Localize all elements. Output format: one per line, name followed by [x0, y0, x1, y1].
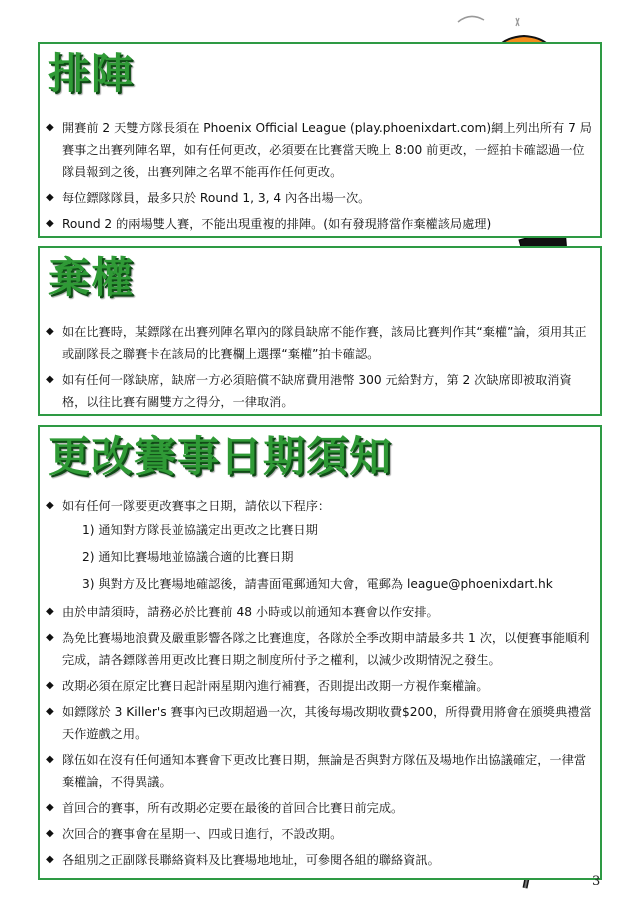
section-title: 棄權 [48, 253, 135, 302]
list-item: ◆ 如在比賽時，某鏢隊在出賽列陣名單內的隊員缺席不能作賽，該局比賽判作其“棄權”論，須用其正或副隊長之聯賽卡在該局的比賽欄上選擇“棄權”拍卡確認。 [46, 321, 592, 365]
section-title: 更改賽事日期須知 [48, 432, 393, 481]
rules-list [46, 117, 592, 239]
list-item: ◆ 隊伍如在沒有任何通知本賽會下更改比賽日期，無論是否與對方隊伍及場地作出協議確定，一律當棄權論，不得異議。 [46, 749, 592, 793]
lineup-section [38, 42, 602, 238]
list-item: ◆ 為免比賽場地浪費及嚴重影響各隊之比賽進度，各隊於全季改期申請最多共 1 次，以便賽事能順利完成，請各鏢隊善用更改比賽日期之制度所付予之權利，以減少改期情況之發生。 [46, 627, 592, 671]
forfeit-section [38, 246, 602, 416]
list-item: ◆ Round 2 的兩場雙人賽，不能出現重複的排陣。(如有發現將當作棄權該局處理) [46, 213, 592, 235]
rules-list [46, 321, 592, 417]
rules-list [46, 495, 592, 875]
list-item: ◆ 次回合的賽事會在星期一、四或日進行，不設改期。 [46, 823, 592, 845]
list-item: ◆ 開賽前 2 天雙方隊長須在 Phoenix Official League (play.phoenixdart.com)網上列出所有 7 局賽事之出賽列陣名單，如有任何更改，必須要在比賽當天晚上 8:00 前更改，一經拍卡確認過一位隊員報到之後，出賽列陣之名單不能再作任何更改。 [46, 117, 592, 183]
list-item: ◆ 改期必須在原定比賽日起計兩星期內進行補賽，否則提出改期一方視作棄權論。 [46, 675, 592, 697]
procedure-intro: 如有任何一隊要更改賽事之日期，請依以下程序： [62, 499, 331, 513]
list-item [46, 495, 592, 595]
list-item: ◆ 每位鏢隊隊員，最多只於 Round 1, 3, 4 內各出場一次。 [46, 187, 592, 209]
list-item: ◆ 首回合的賽事，所有改期必定要在最後的首回合比賽日前完成。 [46, 797, 592, 819]
procedure-steps [62, 519, 592, 595]
list-item: ◆ 如鏢隊於 3 Killer's 賽事內已改期超過一次，其後每場改期收費$200，所得費用將會在頒獎典禮當天作遊戲之用。 [46, 701, 592, 745]
procedure-step: 1) 通知對方隊長並協議定出更改之比賽日期 [82, 523, 318, 537]
reschedule-section [38, 425, 602, 880]
list-item: ◆ 各組別之正副隊長聯絡資料及比賽場地地址，可參閱各組的聯絡資訊。 [46, 849, 592, 871]
list-item: ◆ 如有任何一隊缺席，缺席一方必須賠償不缺席費用港幣 300 元給對方，第 2 次缺席即被取消資格，以往比賽有關雙方之得分，一律取消。 [46, 369, 592, 413]
procedure-step: 3) 與對方及比賽場地確認後，請書面電郵通知大會，電郵為 league@phoenixdart.hk [82, 577, 553, 591]
procedure-step: 2) 通知比賽場地並協議合適的比賽日期 [82, 550, 294, 564]
page-number: 3 [592, 874, 601, 889]
list-item: ◆ 由於申請須時，請務必於比賽前 48 小時或以前通知本賽會以作安排。 [46, 601, 592, 623]
section-title: 排陣 [48, 49, 135, 98]
